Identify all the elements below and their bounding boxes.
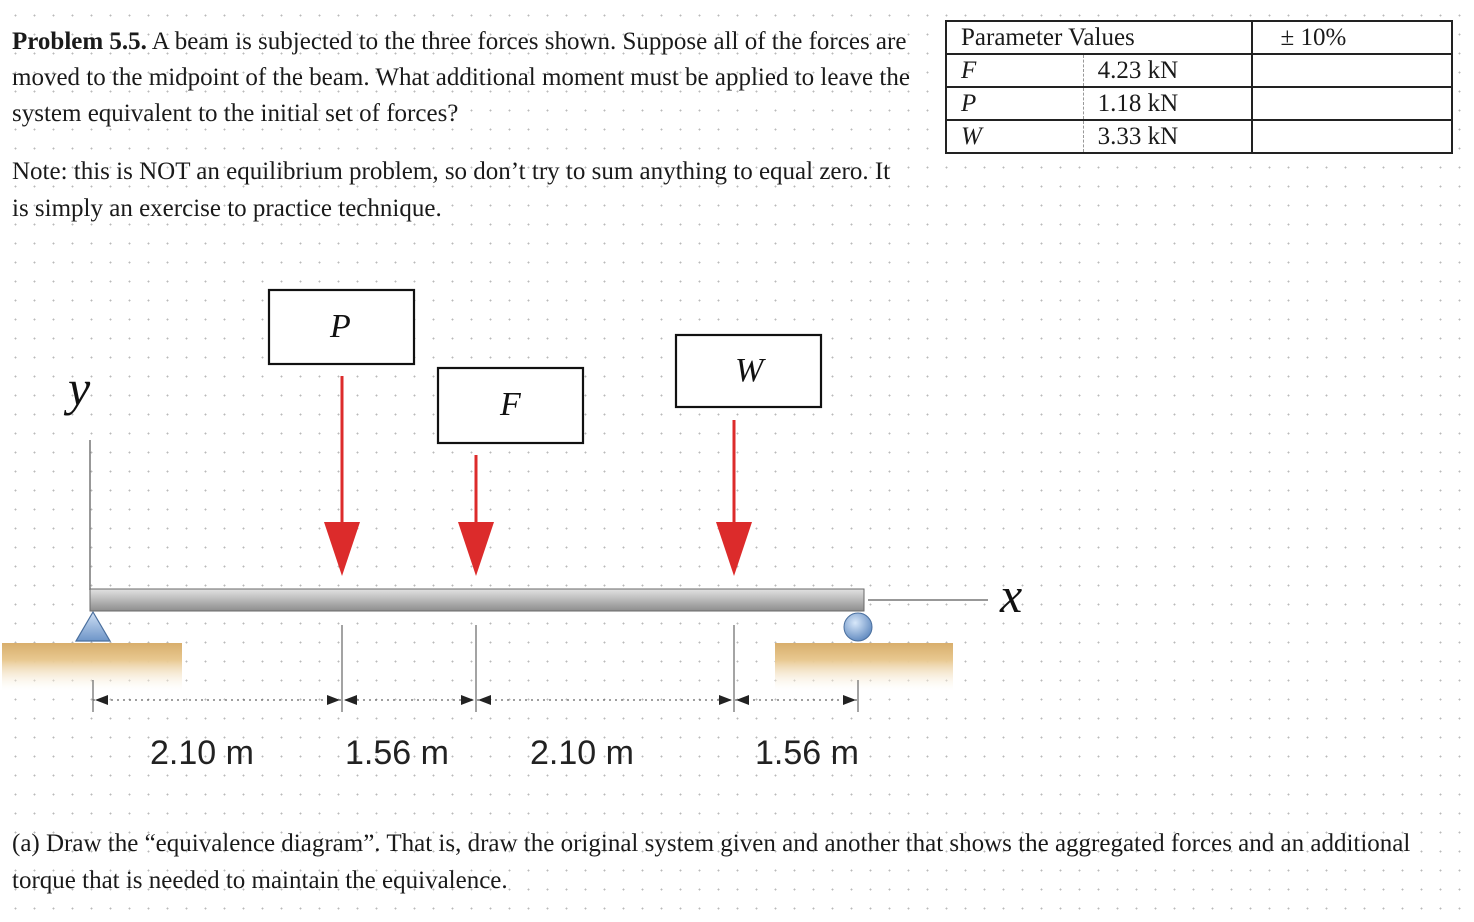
beam: [90, 589, 864, 611]
note-text: Note: this is NOT an equilibrium problem, so don’t try to sum anything to equal zero. It is simply an exercise to practice technique.: [12, 158, 891, 222]
parameter-row: [946, 87, 1452, 120]
roller-support: [844, 613, 872, 641]
parameter-table: [945, 20, 1453, 154]
dimension-label: 2.10 m: [530, 734, 634, 772]
problem-text: A beam is subjected to the three forces shown. Suppose all of the forces are moved to the midpoint of the beam. What additional moment must be applied to leave the system equivalent to the initial set of forces?: [12, 28, 910, 127]
parameter-row: [946, 120, 1452, 153]
dimension-label: 1.56 m: [755, 734, 859, 772]
force-label-f: F: [500, 386, 521, 423]
parameter-value: 1.18 kN: [1083, 87, 1251, 120]
parameter-header: Parameter Values: [946, 21, 1252, 54]
dimension-label: 2.10 m: [150, 734, 254, 772]
dimension-label: 1.56 m: [345, 734, 449, 772]
parameter-value: 3.33 kN: [1083, 120, 1251, 153]
parameter-symbol: W: [946, 120, 1083, 153]
force-label-w: W: [735, 352, 764, 389]
problem-label: Problem 5.5.: [12, 28, 147, 55]
y-axis-label: y: [68, 360, 91, 416]
problem-statement: [12, 24, 932, 132]
pin-support: [76, 612, 110, 641]
force-arrow-w-head: [716, 522, 752, 576]
right-ground: [775, 643, 953, 691]
parameter-row: [946, 54, 1452, 87]
parameter-symbol: P: [946, 87, 1083, 120]
force-label-p: P: [330, 308, 351, 345]
force-arrow-p-head: [324, 522, 360, 576]
tolerance-cell: [1252, 54, 1452, 87]
parameter-symbol: F: [946, 54, 1083, 87]
force-arrow-f-head: [458, 522, 494, 576]
beam-diagram: [0, 240, 1474, 800]
tolerance-header: ± 10%: [1252, 21, 1452, 54]
parameter-table-header: [946, 21, 1452, 54]
left-ground: [2, 643, 182, 691]
parameter-value: 4.23 kN: [1083, 54, 1251, 87]
tolerance-cell: [1252, 120, 1452, 153]
part-a-question: (a) Draw the “equivalence diagram”. That is, draw the original system given and another that shows the aggregated forces and an additional torque that is needed to maintain the equivalence.: [12, 830, 1411, 894]
x-axis-label: x: [1000, 567, 1023, 623]
tolerance-cell: [1252, 87, 1452, 120]
